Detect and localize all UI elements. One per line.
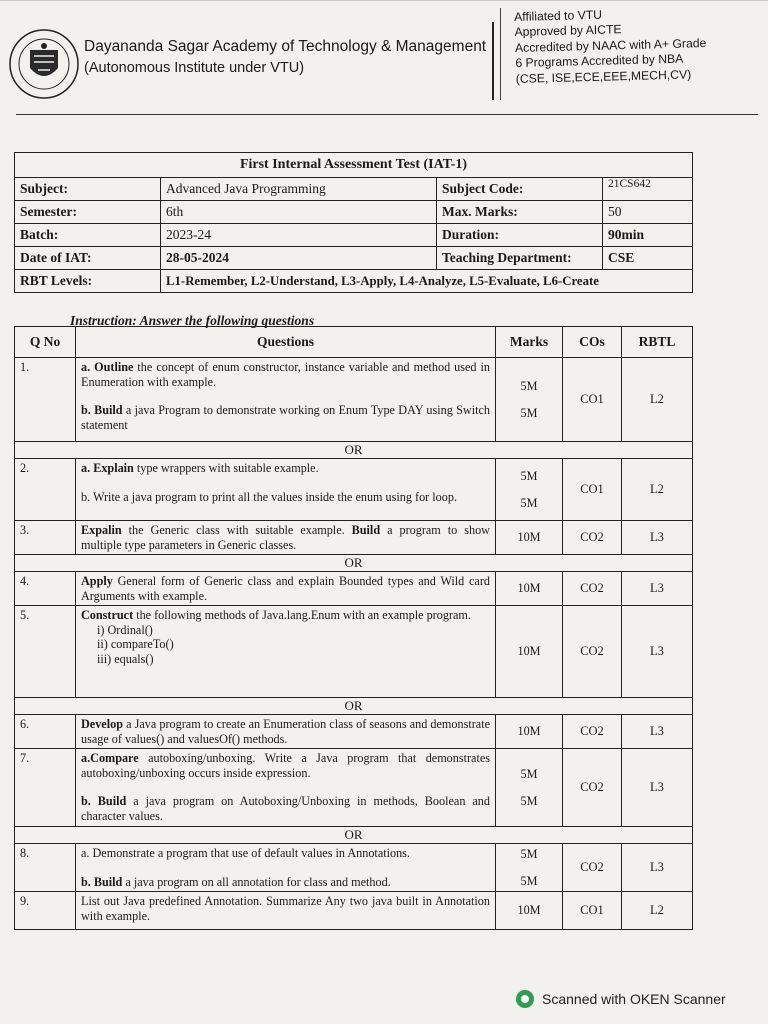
marks-b: 5M <box>520 405 538 420</box>
accreditation-line: 6 Programs Accredited by NBA <box>515 51 684 71</box>
keyword: b. Build <box>81 794 127 808</box>
question-row-9 <box>15 892 693 930</box>
part-text: a java program on all annotation for class and method. <box>122 874 391 889</box>
question-part-a <box>81 360 490 389</box>
method-item: iii) equals() <box>97 651 154 666</box>
question-part-a <box>81 461 490 476</box>
co-cell: CO2 <box>563 844 622 892</box>
keyword: b. Build <box>81 874 123 889</box>
rbt-levels-value: L1-Remember, L2-Understand, L3-Apply, L4-Analyze, L5-Evaluate, L6-Create <box>161 270 693 293</box>
question-part-a: a. Demonstrate a program that use of default values in Annotations. <box>81 846 410 860</box>
question-part-b <box>81 794 490 823</box>
keyword: a.Compare <box>81 751 139 765</box>
department-value: CSE <box>603 247 693 270</box>
marks-cell <box>496 749 563 827</box>
question-row-6 <box>15 715 693 749</box>
co-cell: CO2 <box>563 715 622 749</box>
document-header <box>0 0 768 115</box>
part-text: the Generic class with suitable example. <box>121 523 352 537</box>
subject-code-label: Subject Code: <box>437 178 603 201</box>
exam-info-table <box>14 152 693 293</box>
co-cell: CO2 <box>563 749 622 827</box>
keyword: a. Outline <box>81 360 134 374</box>
rbtl-cell: L2 <box>622 358 693 442</box>
col-qno-header: Q No <box>15 327 76 358</box>
subject-value: Advanced Java Programming <box>161 178 437 201</box>
scanner-watermark <box>516 990 726 1008</box>
question-row-7 <box>15 749 693 827</box>
question-row-5 <box>15 606 693 698</box>
marks-b: 5M <box>520 873 538 888</box>
or-row <box>15 442 693 459</box>
marks-cell: 10M <box>496 572 563 606</box>
marks-a: 5M <box>520 468 538 483</box>
question-number: 8. <box>15 844 76 892</box>
keyword: Develop <box>81 717 123 731</box>
question-number: 1. <box>15 358 76 442</box>
rbtl-cell: L3 <box>622 606 693 698</box>
batch-label: Batch: <box>15 224 161 247</box>
keyword: Expalin <box>81 523 122 537</box>
marks-cell: 10M <box>496 892 563 930</box>
department-label: Teaching Department: <box>437 247 603 270</box>
question-part-a <box>81 751 490 780</box>
question-text <box>76 844 496 892</box>
part-text: a java Program to demonstrate working on Enum Type DAY using Switch statement <box>81 403 490 432</box>
subject-code-value: 21CS642 <box>603 178 693 201</box>
header-divider-thin <box>500 8 501 100</box>
question-part-b: b. Write a java program to print all the values inside the enum using for loop. <box>81 489 457 504</box>
marks-b: 5M <box>520 793 538 808</box>
or-row <box>15 698 693 715</box>
part-text: the concept of enum constructor, instance variable and method used in Enumeration with example. <box>81 360 490 389</box>
accreditation-line: Accredited by NAAC with A+ Grade <box>514 35 707 55</box>
subject-label: Subject: <box>15 178 161 201</box>
part-text: type wrappers with suitable example. <box>133 461 319 475</box>
keyword: Apply <box>81 574 113 588</box>
marks-a: 5M <box>520 766 538 781</box>
date-label: Date of IAT: <box>15 247 161 270</box>
max-marks-value: 50 <box>603 201 693 224</box>
question-text: List out Java predefined Annotation. Summarize Any two java built in Annotation with example. <box>76 892 496 930</box>
rbtl-cell: L2 <box>622 459 693 521</box>
question-text <box>76 749 496 827</box>
header-rule <box>16 114 758 115</box>
marks-cell <box>496 358 563 442</box>
rbt-label: RBT Levels: <box>15 270 161 293</box>
rbtl-cell: L3 <box>622 844 693 892</box>
marks-cell <box>496 844 563 892</box>
co-cell: CO2 <box>563 606 622 698</box>
question-part-b <box>81 403 490 432</box>
institution-name: Dayananda Sagar Academy of Technology & Management <box>84 38 487 55</box>
marks-a: 5M <box>520 846 538 861</box>
question-text <box>76 572 496 606</box>
batch-value: 2023-24 <box>161 224 437 247</box>
question-text <box>76 459 496 521</box>
header-divider <box>492 22 494 100</box>
rbtl-cell: L3 <box>622 715 693 749</box>
question-number: 6. <box>15 715 76 749</box>
semester-label: Semester: <box>15 201 161 224</box>
col-cos-header: COs <box>563 327 622 358</box>
accreditation-line: (CSE, ISE,ECE,EEE,MECH,CV) <box>515 67 692 86</box>
col-rbtl-header: RBTL <box>622 327 693 358</box>
questions-table <box>14 326 693 930</box>
col-questions-header: Questions <box>76 327 496 358</box>
question-number: 3. <box>15 521 76 555</box>
co-cell: CO2 <box>563 572 622 606</box>
method-item: ii) compareTo() <box>97 637 174 651</box>
keyword: b. Build <box>81 403 123 417</box>
question-row-2 <box>15 459 693 521</box>
question-number: 7. <box>15 749 76 827</box>
rbtl-cell: L3 <box>622 749 693 827</box>
marks-cell: 10M <box>496 715 563 749</box>
rbtl-cell: L3 <box>622 572 693 606</box>
co-cell: CO1 <box>563 459 622 521</box>
rbtl-cell: L3 <box>622 521 693 555</box>
or-label: OR <box>15 827 693 844</box>
question-text <box>76 358 496 442</box>
method-item: i) Ordinal() <box>97 622 153 637</box>
question-row-1 <box>15 358 693 442</box>
or-row <box>15 555 693 572</box>
scanner-text: Scanned with OKEN Scanner <box>542 991 726 1007</box>
semester-value: 6th <box>161 201 437 224</box>
rbtl-cell: L2 <box>622 892 693 930</box>
marks-b: 5M <box>520 495 538 510</box>
part-text: a Java program to create an Enumeration class of seasons and demonstrate usage of values() and valuesOf() methods. <box>81 717 490 746</box>
max-marks-label: Max. Marks: <box>437 201 603 224</box>
duration-value: 90min <box>603 224 693 247</box>
co-cell: CO1 <box>563 892 622 930</box>
question-row-8 <box>15 844 693 892</box>
or-label: OR <box>15 555 693 572</box>
keyword: Build <box>351 523 381 537</box>
co-cell: CO1 <box>563 358 622 442</box>
or-label: OR <box>15 698 693 715</box>
part-text: the following methods of Java.lang.Enum with an example program. <box>133 608 471 622</box>
institution-logo <box>8 28 80 100</box>
question-part-b <box>81 875 490 890</box>
question-text <box>76 715 496 749</box>
accreditation-block <box>514 5 707 87</box>
part-text: a program to show multiple type parameters in Generic classes. <box>81 523 490 552</box>
co-cell: CO2 <box>563 521 622 555</box>
question-number: 5. <box>15 606 76 698</box>
question-text <box>76 606 496 698</box>
exam-title: First Internal Assessment Test (IAT-1) <box>15 153 693 178</box>
scanner-logo-icon <box>516 990 534 1008</box>
date-value: 28-05-2024 <box>161 247 437 270</box>
part-text: General form of Generic class and explain Bounded types and Wild card Arguments with example. <box>81 574 490 603</box>
accreditation-line: Affiliated to VTU <box>514 7 603 24</box>
question-row-4 <box>15 572 693 606</box>
question-row-3 <box>15 521 693 555</box>
institution-subtitle: (Autonomous Institute under VTU) <box>84 60 305 76</box>
part-text: autoboxing/unboxing. Write a Java program that demonstrates autoboxing/unboxing occurs inside expression. <box>81 751 490 780</box>
marks-cell: 10M <box>496 521 563 555</box>
marks-cell <box>496 459 563 521</box>
marks-a: 5M <box>520 378 538 393</box>
marks-cell: 10M <box>496 606 563 698</box>
keyword: a. Explain <box>81 461 134 475</box>
part-text: a java program on Autoboxing/Unboxing in methods, Boolean and character values. <box>81 794 490 823</box>
accreditation-line: Approved by AICTE <box>514 22 622 40</box>
keyword: Construct <box>81 608 134 622</box>
question-number: 2. <box>15 459 76 521</box>
question-text <box>76 521 496 555</box>
col-marks-header: Marks <box>496 327 563 358</box>
or-label: OR <box>15 442 693 459</box>
question-number: 4. <box>15 572 76 606</box>
or-row <box>15 827 693 844</box>
question-number: 9. <box>15 892 76 930</box>
questions-header-row <box>15 327 693 358</box>
duration-label: Duration: <box>437 224 603 247</box>
instruction-text: Instruction: Answer the following questions <box>70 313 315 328</box>
